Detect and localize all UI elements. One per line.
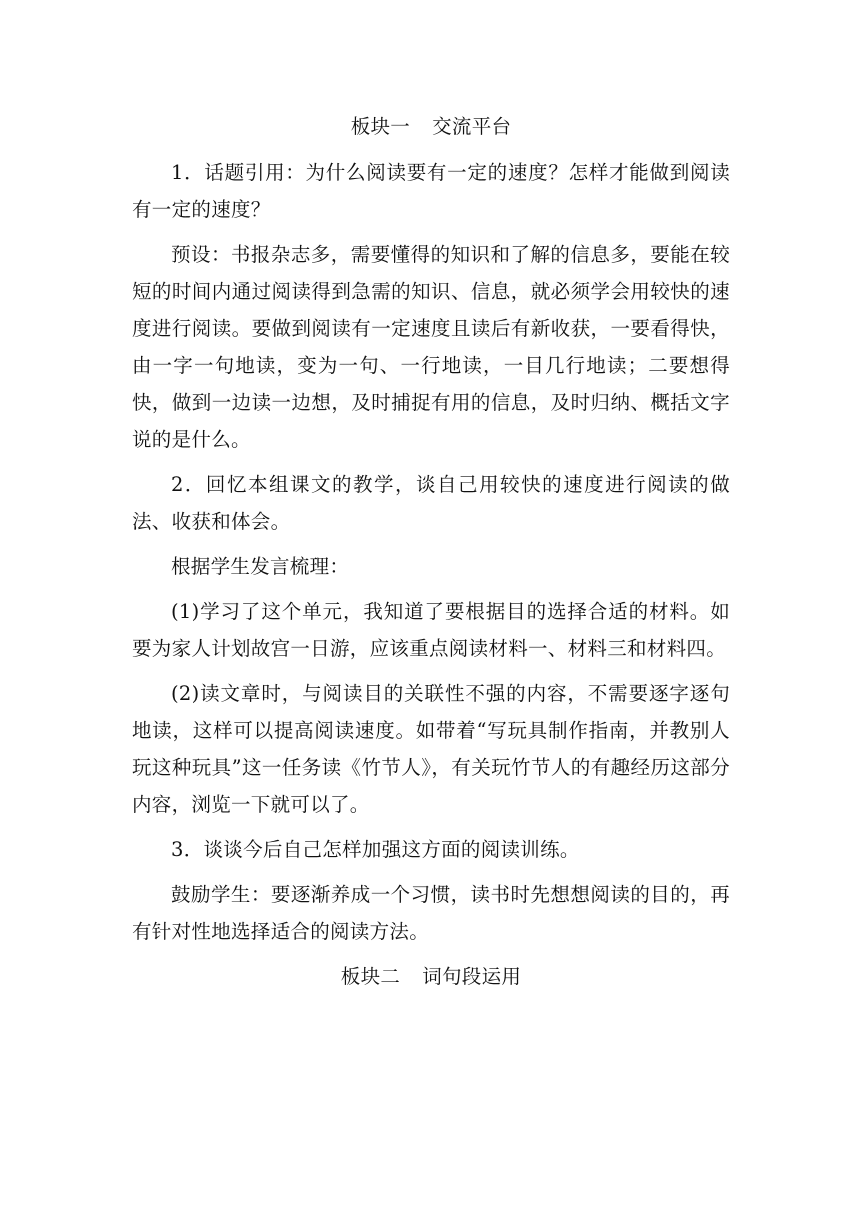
section-2-title: 词句段运用 xyxy=(422,965,522,988)
paragraph-encourage-students: 鼓励学生：要逐渐养成一个习惯，读书时先想想阅读的目的，再有针对性地选择适合的阅读方法。 xyxy=(132,883,730,943)
section-2-label: 板块二 xyxy=(340,965,401,988)
section-heading-1 xyxy=(132,108,730,145)
paragraph-recall-lessons: 2．回忆本组课文的教学，谈自己用较快的速度进行阅读的做法、收获和体会。 xyxy=(132,473,730,533)
paragraph-topic-question: 1．话题引用：为什么阅读要有一定的速度？怎样才能做到阅读有一定的速度？ xyxy=(132,161,730,221)
paragraph-point-1: (1)学习了这个单元，我知道了要根据目的选择合适的材料。如要为家人计划故宫一日游，应该重点阅读材料一、材料三和材料四。 xyxy=(132,600,730,660)
section-heading-2 xyxy=(132,958,730,995)
paragraph-student-summary-intro: 根据学生发言梳理： xyxy=(171,555,350,578)
paragraph-preset-answer: 预设：书报杂志多，需要懂得的知识和了解的信息多，要能在较短的时间内通过阅读得到急需的知识、信息，就必须学会用较快的速度进行阅读。要做到阅读有一定速度且读后有新收获，一要看得快，由一字一句地读，变为一句、一行地读，一目几行地读；二要想得快，做到一边读一边想，及时捕捉有用的信息，及时归纳、概括文字说的是什么。 xyxy=(132,243,730,451)
paragraph-future-training: 3．谈谈今后自己怎样加强这方面的阅读训练。 xyxy=(171,838,580,861)
section-1-title: 交流平台 xyxy=(432,115,512,138)
document-page xyxy=(132,108,730,1004)
paragraph-point-2: (2)读文章时，与阅读目的关联性不强的内容，不需要逐字逐句地读，这样可以提高阅读速度。如带着“写玩具制作指南，并教别人玩这种玩具”这一任务读《竹节人》，有关玩竹节人的有趣经历这部分内容，浏览一下就可以了。 xyxy=(132,682,730,816)
section-1-label: 板块一 xyxy=(350,115,411,138)
